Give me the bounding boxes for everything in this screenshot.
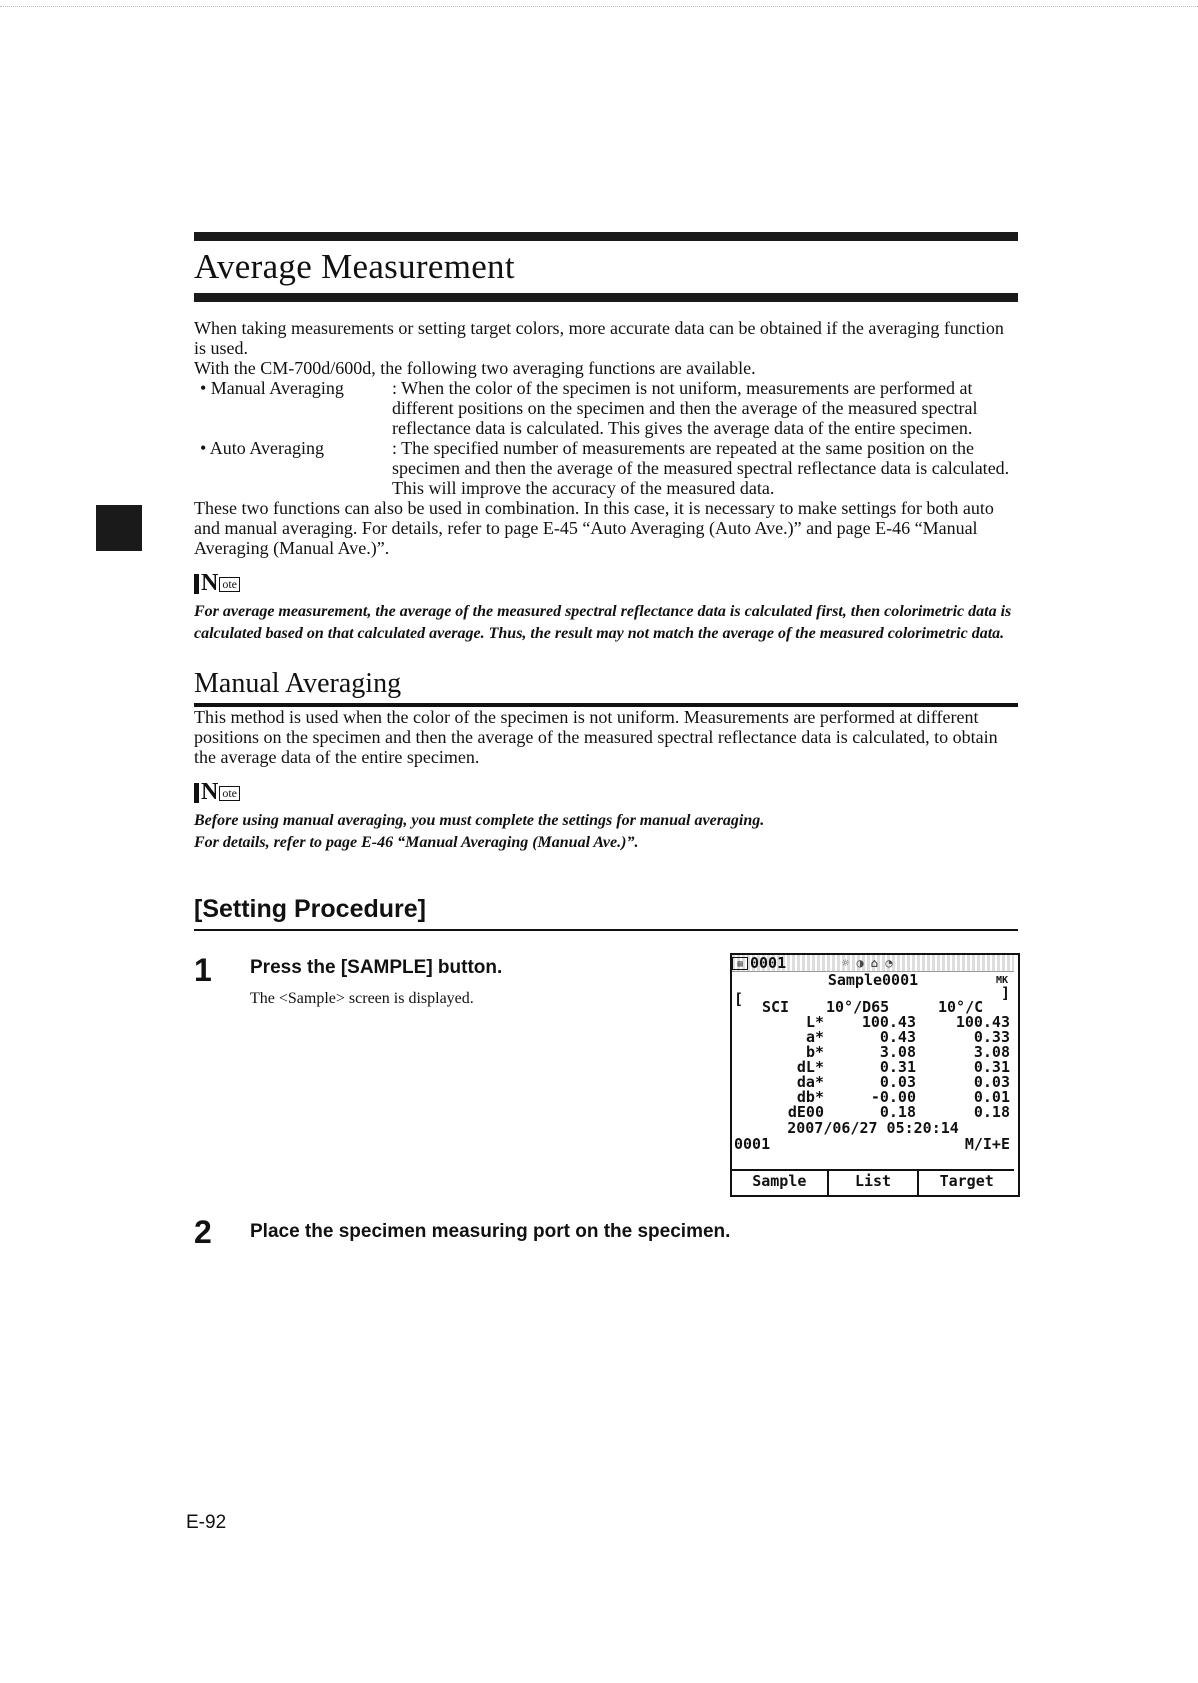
lcd-observer-2: 10°/C <box>938 998 984 1016</box>
subsection-title: Manual Averaging <box>194 668 402 699</box>
step-number: 2 <box>194 1214 212 1250</box>
bullet-description: : The specified number of measurements are repeated at the same position on the specimen and then the average of the measured spectral reflectance data is calculated. This will improve the accuracy of the measured data. <box>392 438 1010 498</box>
lcd-value-1: 0.43 <box>879 1028 916 1046</box>
lcd-mode-label: SCI <box>762 998 790 1016</box>
lcd-record-number: 0001 <box>750 954 787 972</box>
lcd-value-2: 0.18 <box>973 1103 1010 1121</box>
note-icon-bar <box>194 574 199 594</box>
instrument-lcd-screen <box>730 953 1020 1197</box>
step-number: 1 <box>194 952 212 988</box>
lcd-title-text: Sample0001 <box>827 971 919 989</box>
note-icon-bar <box>194 783 199 803</box>
lcd-value-1: -0.00 <box>870 1088 916 1106</box>
lcd-tab-list: List <box>829 1171 920 1195</box>
lcd-datetime: 2007/06/27 05:20:14 <box>787 1119 959 1137</box>
step-title: Place the specimen measuring port on the specimen. <box>250 1221 731 1242</box>
note-icon-letter: N <box>201 779 219 805</box>
lcd-row-label: a* <box>805 1028 824 1046</box>
lcd-row-label: L* <box>805 1013 824 1031</box>
lcd-tab-bar <box>732 1169 1014 1195</box>
lcd-value-1: 0.03 <box>879 1073 916 1091</box>
lcd-status-bar <box>732 955 1014 972</box>
note-text: For average measurement, the average of the measured spectral reflectance data is calculated first, then colorimetric data is calculated based on that calculated average. Thus, the result may not match the average of the measured colorimetric data. <box>194 603 1012 642</box>
step-2 <box>194 1215 1018 1255</box>
page-content <box>194 232 1018 1255</box>
memory-icon: ▤ <box>732 957 748 970</box>
bullet-label: • Auto Averaging <box>200 438 324 458</box>
note-line: Before using manual averaging, you must complete the settings for manual averaging. <box>194 812 765 829</box>
lcd-row-label: dE00 <box>787 1103 824 1121</box>
lcd-value-2: 0.33 <box>973 1028 1010 1046</box>
note-icon-suffix: ote <box>219 577 240 592</box>
intro-text <box>194 318 1018 378</box>
section-title: Average Measurement <box>194 247 515 286</box>
lcd-row-label: b* <box>805 1043 824 1061</box>
manual-averaging-paragraph: This method is used when the color of the specimen is not uniform. Measurements are performed at different positions on the specimen and then the average of the measured spectral reflectance data is calculated, to obtain the average data of the entire specimen. <box>194 707 998 767</box>
lcd-value-1: 0.31 <box>879 1058 916 1076</box>
page-top-rule <box>0 6 1198 7</box>
step-description: The <Sample> screen is displayed. <box>250 990 474 1007</box>
note-block <box>194 781 1018 854</box>
lcd-count: 0001 <box>734 1135 771 1153</box>
lcd-value-2: 3.08 <box>973 1043 1010 1061</box>
procedure-title: [Setting Procedure] <box>194 895 426 923</box>
note-icon-letter: N <box>201 570 219 596</box>
lcd-bracket-right: ] <box>1000 984 1010 1002</box>
chapter-margin-tab <box>96 505 142 551</box>
note-icon <box>194 781 240 803</box>
lcd-averaging-mode: M/I+E <box>964 1135 1010 1153</box>
title-bar-bottom <box>194 293 1018 302</box>
lcd-row-label: da* <box>796 1073 824 1091</box>
lcd-tab-sample: Sample <box>732 1171 829 1195</box>
combination-paragraph: These two functions can also be used in combination. In this case, it is necessary to make settings for both auto and manual averaging. For details, refer to page E-45 “Auto Averaging (Auto Ave.)” and page E-46 “Manual Averaging (Manual Ave.)”. <box>194 498 994 558</box>
bullet-label: • Manual Averaging <box>200 378 344 398</box>
note-icon <box>194 572 240 594</box>
lcd-mode-badge: MK <box>995 975 1008 986</box>
lcd-value-1: 3.08 <box>879 1043 916 1061</box>
lcd-tab-target: Target <box>939 1172 994 1190</box>
procedure-rule <box>194 929 1018 931</box>
lcd-value-1: 100.43 <box>861 1013 916 1031</box>
step-title: Press the [SAMPLE] button. <box>250 957 503 978</box>
note-block <box>194 572 1018 645</box>
lcd-value-2: 0.31 <box>973 1058 1010 1076</box>
note-icon-suffix: ote <box>219 786 240 801</box>
lcd-value-2: 0.03 <box>973 1073 1010 1091</box>
lcd-value-2: 100.43 <box>955 1013 1010 1031</box>
lcd-observer-1: 10°/D65 <box>826 998 890 1016</box>
lcd-row-label: db* <box>796 1088 824 1106</box>
lcd-value-2: 0.01 <box>973 1088 1010 1106</box>
lcd-screen-title <box>732 973 1014 988</box>
bullet-manual-averaging <box>194 378 1018 438</box>
title-bar-top <box>194 232 1018 241</box>
bullet-description: : When the color of the specimen is not uniform, measurements are performed at different positions on the specimen and then the average of the measured spectral reflectance data is calculated. This gives the average data of the entire specimen. <box>392 378 978 438</box>
intro-paragraph: With the CM-700d/600d, the following two averaging functions are available. <box>194 358 756 378</box>
lcd-row-label: dL* <box>796 1058 824 1076</box>
illumination-icon: ☼ ◑ ⌂ ◔ <box>842 956 893 970</box>
page-number: E-92 <box>186 1512 227 1533</box>
bullet-auto-averaging <box>194 438 1018 498</box>
note-line: For details, refer to page E-46 “Manual Averaging (Manual Ave.)”. <box>194 834 639 851</box>
lcd-value-1: 0.18 <box>879 1103 916 1121</box>
lcd-bracket-left: [ <box>734 990 744 1008</box>
intro-paragraph: When taking measurements or setting target colors, more accurate data can be obtained if the averaging function is used. <box>194 318 1004 358</box>
step-1 <box>194 953 1018 1215</box>
